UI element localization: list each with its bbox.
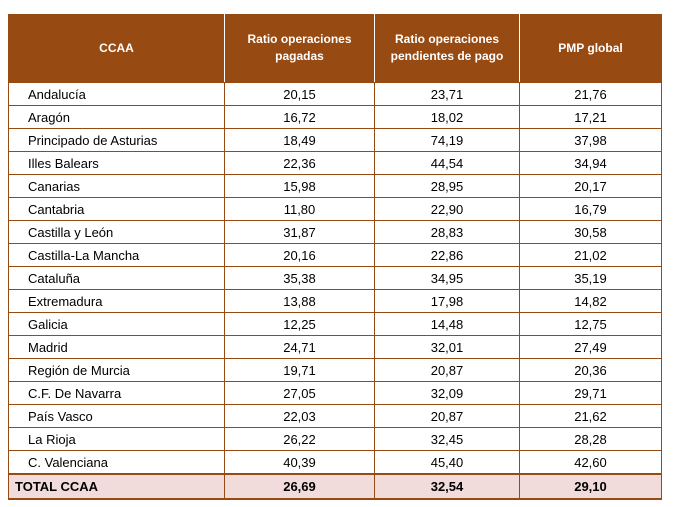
ratio-pagadas-cell: 20,16 [225,244,375,267]
total-label: TOTAL CCAA [9,474,225,499]
ratio-pagadas-cell: 22,36 [225,152,375,175]
pmp-global-cell: 20,36 [520,359,662,382]
ratio-pendientes-cell: 20,87 [375,359,520,382]
ratio-pagadas-cell: 18,49 [225,129,375,152]
header-ratio-pendientes: Ratio operaciones pendientes de pago [375,14,520,83]
ratio-pendientes-cell: 74,19 [375,129,520,152]
pmp-global-cell: 34,94 [520,152,662,175]
total-ratio-pagadas: 26,69 [225,474,375,499]
pmp-global-cell: 35,19 [520,267,662,290]
ccaa-name-cell: Aragón [9,106,225,129]
ratio-pagadas-cell: 24,71 [225,336,375,359]
ratio-pagadas-cell: 16,72 [225,106,375,129]
ratio-pendientes-cell: 44,54 [375,152,520,175]
pmp-global-cell: 30,58 [520,221,662,244]
ccaa-name-cell: Castilla y León [9,221,225,244]
ratio-pendientes-cell: 34,95 [375,267,520,290]
ratio-pagadas-cell: 15,98 [225,175,375,198]
ccaa-name-cell: Illes Balears [9,152,225,175]
header-pmp-global: PMP global [520,14,662,83]
table-row [9,175,662,198]
ratio-pagadas-cell: 20,15 [225,83,375,106]
ccaa-name-cell: Extremadura [9,290,225,313]
ccaa-name-cell: C.F. De Navarra [9,382,225,405]
pmp-global-cell: 29,71 [520,382,662,405]
ratio-pendientes-cell: 14,48 [375,313,520,336]
total-pmp-global: 29,10 [520,474,662,499]
ratio-pagadas-cell: 13,88 [225,290,375,313]
ccaa-name-cell: Andalucía [9,83,225,106]
table-row [9,106,662,129]
ratio-pendientes-cell: 18,02 [375,106,520,129]
table-row [9,221,662,244]
ratio-pagadas-cell: 26,22 [225,428,375,451]
ccaa-name-cell: Región de Murcia [9,359,225,382]
table-row [9,336,662,359]
ccaa-name-cell: Galicia [9,313,225,336]
ratio-pagadas-cell: 35,38 [225,267,375,290]
ratio-pendientes-cell: 32,09 [375,382,520,405]
ccaa-name-cell: Canarias [9,175,225,198]
table-row [9,198,662,221]
table-row [9,451,662,475]
pmp-table-container [8,14,661,500]
ratio-pendientes-cell: 23,71 [375,83,520,106]
ccaa-name-cell: La Rioja [9,428,225,451]
pmp-global-cell: 17,21 [520,106,662,129]
pmp-global-cell: 21,62 [520,405,662,428]
ratio-pagadas-cell: 11,80 [225,198,375,221]
ratio-pendientes-cell: 32,45 [375,428,520,451]
ratio-pagadas-cell: 22,03 [225,405,375,428]
ccaa-name-cell: País Vasco [9,405,225,428]
table-row [9,359,662,382]
ratio-pendientes-cell: 28,95 [375,175,520,198]
ratio-pendientes-cell: 32,01 [375,336,520,359]
table-body [9,83,662,475]
ccaa-name-cell: Principado de Asturias [9,129,225,152]
ratio-pendientes-cell: 20,87 [375,405,520,428]
table-row [9,267,662,290]
table-row [9,290,662,313]
ccaa-name-cell: Cataluña [9,267,225,290]
ratio-pendientes-cell: 22,86 [375,244,520,267]
table-header [9,14,662,83]
pmp-global-cell: 27,49 [520,336,662,359]
ratio-pagadas-cell: 31,87 [225,221,375,244]
pmp-global-cell: 20,17 [520,175,662,198]
pmp-global-cell: 28,28 [520,428,662,451]
table-footer [9,474,662,499]
table-row [9,129,662,152]
ratio-pendientes-cell: 45,40 [375,451,520,475]
table-row [9,405,662,428]
pmp-global-cell: 42,60 [520,451,662,475]
pmp-table [8,14,662,500]
header-ratio-pagadas: Ratio operaciones pagadas [225,14,375,83]
pmp-global-cell: 21,76 [520,83,662,106]
ratio-pagadas-cell: 40,39 [225,451,375,475]
ccaa-name-cell: C. Valenciana [9,451,225,475]
header-ccaa: CCAA [9,14,225,83]
pmp-global-cell: 37,98 [520,129,662,152]
ratio-pagadas-cell: 27,05 [225,382,375,405]
table-row [9,382,662,405]
ratio-pendientes-cell: 22,90 [375,198,520,221]
pmp-global-cell: 21,02 [520,244,662,267]
table-row [9,244,662,267]
pmp-global-cell: 12,75 [520,313,662,336]
ratio-pagadas-cell: 19,71 [225,359,375,382]
ccaa-name-cell: Castilla-La Mancha [9,244,225,267]
table-row [9,313,662,336]
table-row [9,428,662,451]
table-row [9,152,662,175]
header-row [9,14,662,83]
ratio-pendientes-cell: 28,83 [375,221,520,244]
ccaa-name-cell: Madrid [9,336,225,359]
ccaa-name-cell: Cantabria [9,198,225,221]
table-row [9,83,662,106]
ratio-pagadas-cell: 12,25 [225,313,375,336]
total-row [9,474,662,499]
ratio-pendientes-cell: 17,98 [375,290,520,313]
total-ratio-pendientes: 32,54 [375,474,520,499]
pmp-global-cell: 14,82 [520,290,662,313]
pmp-global-cell: 16,79 [520,198,662,221]
